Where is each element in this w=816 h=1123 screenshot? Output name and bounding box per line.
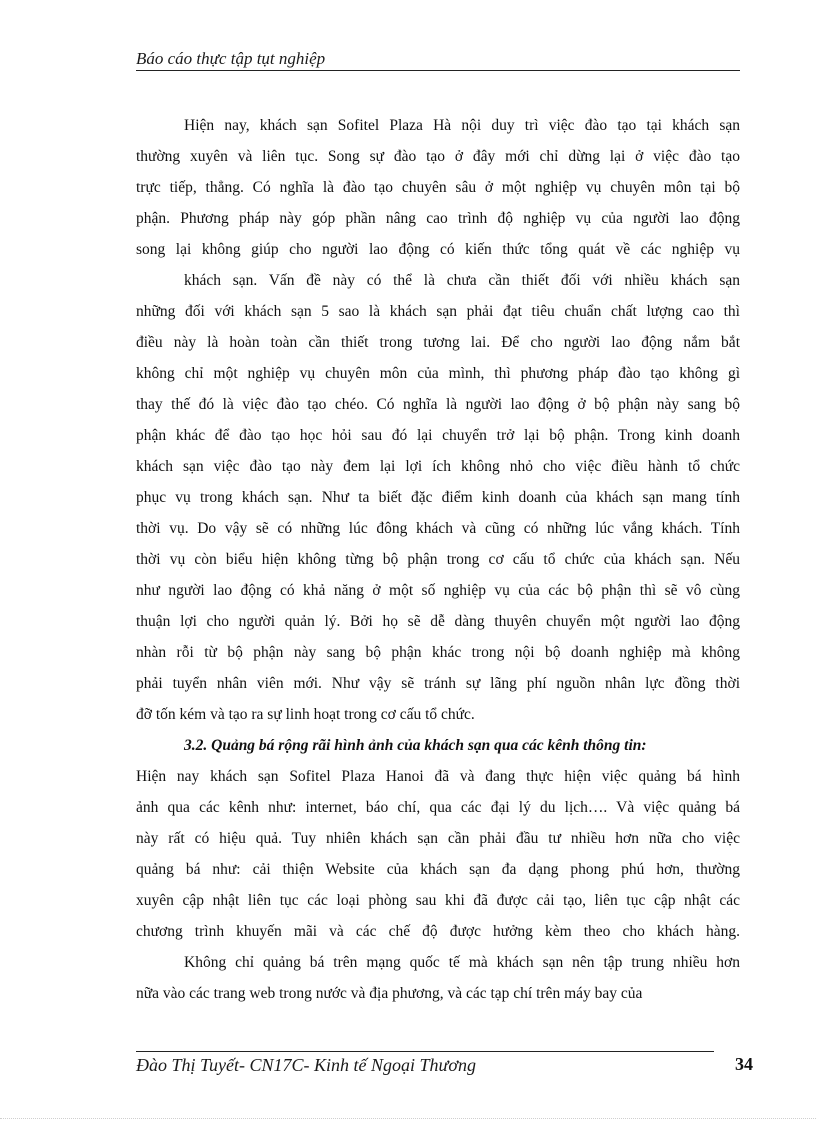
paragraph-line: song lại không giúp cho người lao động có kiến thức tổng quát về các nghiệp vụ bbox=[136, 241, 740, 258]
paragraph-line: này rất có hiệu quả. Tuy nhiên khách sạn cần phải đầu tư nhiều hơn nữa cho việc bbox=[136, 830, 740, 847]
footer-author: Đào Thị Tuyết- CN17C- Kinh tế Ngoại Thương bbox=[136, 1055, 476, 1075]
paragraph-line: như người lao động có khả năng ở một số nghiệp vụ của các bộ phận thì sẽ vô cùng bbox=[136, 582, 740, 599]
paragraph-line: ảnh qua các kênh như: internet, báo chí, qua các đại lý du lịch…. Và việc quảng bá bbox=[136, 799, 740, 816]
paragraph-line: thường xuyên và liên tục. Song sự đào tạo ở đây mới chỉ dừng lại ở việc đào tạo bbox=[136, 148, 740, 165]
paragraph-line: Hiện nay, khách sạn Sofitel Plaza Hà nội duy trì việc đào tạo tại khách sạn bbox=[184, 117, 740, 134]
paragraph-line: không chỉ một nghiệp vụ chuyên môn của mình, thì phương pháp đào tạo không gì bbox=[136, 365, 740, 382]
footer-divider bbox=[136, 1051, 714, 1052]
paragraph-line: khách sạn việc đào tạo này đem lại lợi ích không nhỏ cho việc điều hành tổ chức bbox=[136, 458, 740, 475]
paragraph-line: thay thế đó là việc đào tạo chéo. Có nghĩa là người lao động ở bộ phận này sang bộ bbox=[136, 396, 740, 413]
page-header-title: Báo cáo thực tập tụt nghiệp bbox=[136, 49, 326, 68]
paragraph-line: nhàn rỗi từ bộ phận này sang bộ phận khác trong nội bộ doanh nghiệp mà không bbox=[136, 644, 740, 661]
paragraph-line: thời vụ. Do vậy sẽ có những lúc đông khách và cũng có những lúc vắng khách. Tính bbox=[136, 520, 740, 537]
paragraph-line: thời vụ còn biểu hiện không từng bộ phận trong cơ cấu tổ chức của khách sạn. Nếu bbox=[136, 551, 740, 568]
paragraph-line: chương trình khuyến mãi và các chế độ được hưởng kèm theo cho khách hàng. bbox=[136, 923, 740, 940]
page-number: 34 bbox=[735, 1054, 753, 1074]
paragraph-line: xuyên cập nhật liên tục các loại phòng sau khi đã được cải tạo, liên tục cập nhật các bbox=[136, 892, 740, 909]
paragraph-line: trực tiếp, thẳng. Có nghĩa là đào tạo chuyên sâu ở một nghiệp vụ chuyên môn tại bộ bbox=[136, 179, 740, 196]
paragraph-line: khách sạn. Vấn đề này có thể là chưa cần thiết đối với nhiều khách sạn bbox=[184, 272, 740, 289]
paragraph-line: những đối với khách sạn 5 sao là khách sạn phải đạt tiêu chuẩn chất lượng cao thì bbox=[136, 303, 740, 320]
header-divider bbox=[136, 70, 740, 71]
paragraph-line: phận. Phương pháp này góp phần nâng cao trình độ nghiệp vụ của người lao động bbox=[136, 210, 740, 227]
section-heading: 3.2. Quảng bá rộng rãi hình ảnh của khách sạn qua các kênh thông tin: bbox=[184, 737, 647, 754]
paragraph-line: phục vụ trong khách sạn. Như ta biết đặc điểm kinh doanh của khách sạn mang tính bbox=[136, 489, 740, 506]
paragraph-line: nữa vào các trang web trong nước và địa phương, và các tạp chí trên máy bay của bbox=[136, 985, 643, 1002]
paragraph-line: điều này là hoàn toàn cần thiết trong tương lai. Để cho người lao động nắm bắt bbox=[136, 334, 740, 351]
paragraph-line: phải tuyển nhân viên mới. Như vậy sẽ tránh sự lãng phí nguồn nhân lực đồng thời bbox=[136, 675, 740, 692]
paragraph-line: phận khác để đào tạo học hỏi sau đó lại chuyển trở lại bộ phận. Trong kinh doanh bbox=[136, 427, 740, 444]
paragraph-line: thuận lợi cho người quản lý. Bởi họ sẽ dễ dàng thuyên chuyển một người lao động bbox=[136, 613, 740, 630]
body-text bbox=[136, 110, 740, 1009]
paragraph-line: Hiện nay khách sạn Sofitel Plaza Hanoi đã và đang thực hiện việc quảng bá hình bbox=[136, 768, 740, 785]
paragraph-line: Không chỉ quảng bá trên mạng quốc tế mà khách sạn nên tập trung nhiều hơn bbox=[184, 954, 740, 971]
page-edge-divider bbox=[0, 1118, 816, 1119]
paragraph-line: đỡ tốn kém và tạo ra sự linh hoạt trong cơ cấu tổ chức. bbox=[136, 706, 475, 723]
paragraph-line: quảng bá như: cải thiện Website của khách sạn đa dạng phong phú hơn, thường bbox=[136, 861, 740, 878]
